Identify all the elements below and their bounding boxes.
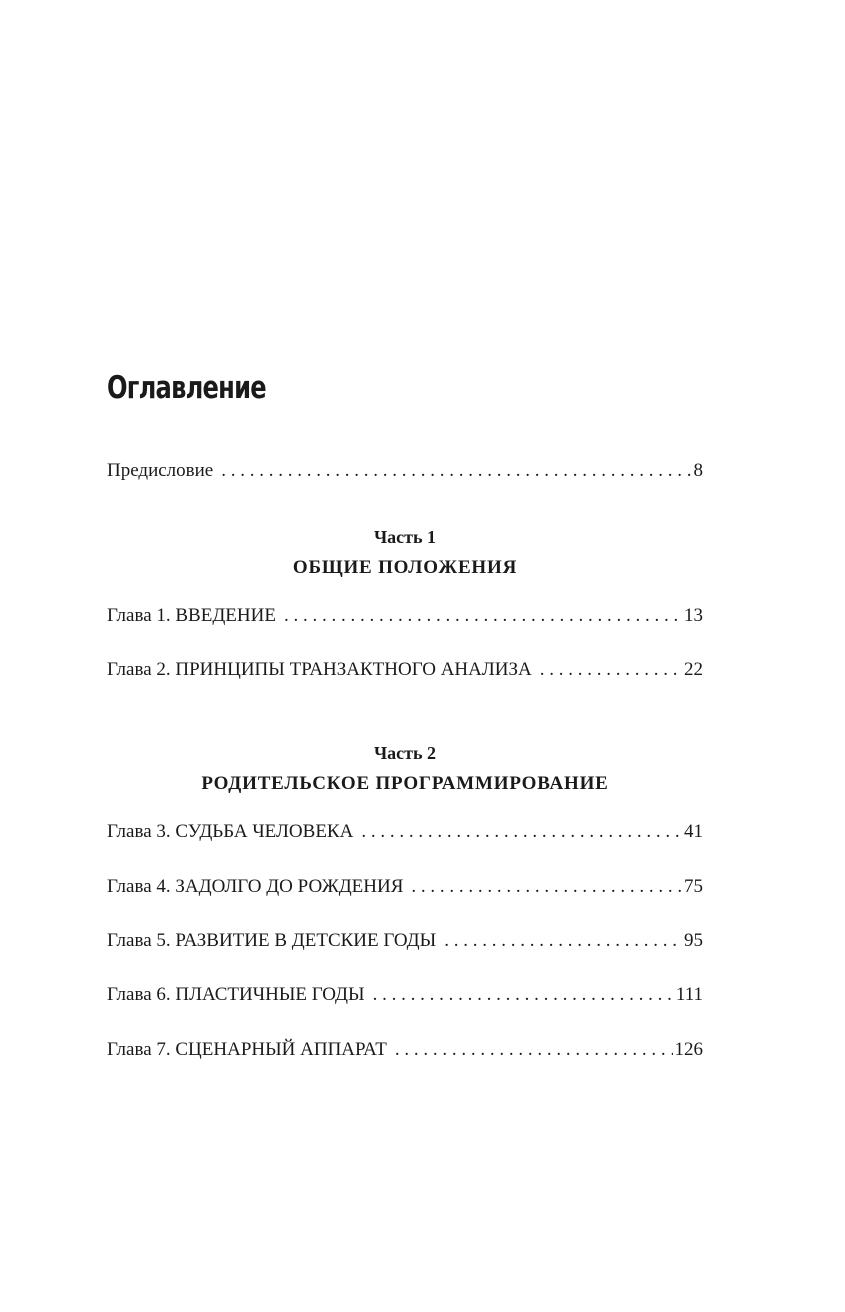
toc-entry-chapter-5[interactable] — [107, 930, 703, 952]
part-1-title: ОБЩИЕ ПОЛОЖЕНИЯ — [292, 557, 518, 578]
toc-entry-preface[interactable] — [107, 460, 703, 482]
toc-entry-chapter-4[interactable] — [107, 876, 703, 898]
toc-entry-chapter-6[interactable] — [107, 984, 703, 1006]
part-1-number: Часть 1 — [373, 527, 437, 547]
toc-entry-page: 41 — [684, 821, 703, 842]
toc-entry-chapter-2[interactable] — [107, 659, 703, 681]
toc-entry-page: 22 — [684, 659, 703, 680]
part-2-number: Часть 2 — [373, 743, 437, 763]
toc-entry-page: 126 — [674, 1039, 703, 1060]
toc-entry-chapter-1[interactable] — [107, 605, 703, 627]
toc-entry-page: 13 — [684, 605, 703, 626]
dot-leader — [373, 984, 674, 1006]
dot-leader — [284, 605, 682, 627]
part-2-title: РОДИТЕЛЬСКОЕ ПРОГРАММИРОВАНИЕ — [201, 773, 609, 794]
dot-leader — [411, 876, 682, 898]
toc-entry-page: 8 — [693, 460, 703, 481]
page-title: Оглавление — [107, 370, 266, 406]
toc-entry-page: 111 — [675, 984, 703, 1005]
toc-entry-page: 75 — [684, 876, 703, 897]
toc-entry-label: Глава 6. ПЛАСТИЧНЫЕ ГОДЫ — [107, 984, 365, 1005]
dot-leader — [444, 930, 682, 952]
toc-entry-label: Глава 4. ЗАДОЛГО ДО РОЖДЕНИЯ — [107, 876, 404, 897]
dot-leader — [395, 1039, 673, 1061]
toc-entry-label: Глава 2. ПРИНЦИПЫ ТРАНЗАКТНОГО АНАЛИЗА — [107, 659, 532, 680]
dot-leader — [540, 659, 682, 681]
toc-entry-label: Глава 1. ВВЕДЕНИЕ — [107, 605, 276, 626]
toc-entry-label: Глава 7. СЦЕНАРНЫЙ АППАРАТ — [107, 1039, 387, 1060]
toc-entry-page: 95 — [684, 930, 703, 951]
toc-entry-label: Глава 5. РАЗВИТИЕ В ДЕТСКИЕ ГОДЫ — [107, 930, 437, 951]
toc-entry-chapter-3[interactable] — [107, 821, 703, 843]
toc-entry-label: Предисловие — [107, 460, 214, 481]
dot-leader — [361, 821, 682, 843]
toc-entry-label: Глава 3. СУДЬБА ЧЕЛОВЕКА — [107, 821, 354, 842]
dot-leader — [221, 460, 691, 482]
toc-entry-chapter-7[interactable] — [107, 1039, 703, 1061]
